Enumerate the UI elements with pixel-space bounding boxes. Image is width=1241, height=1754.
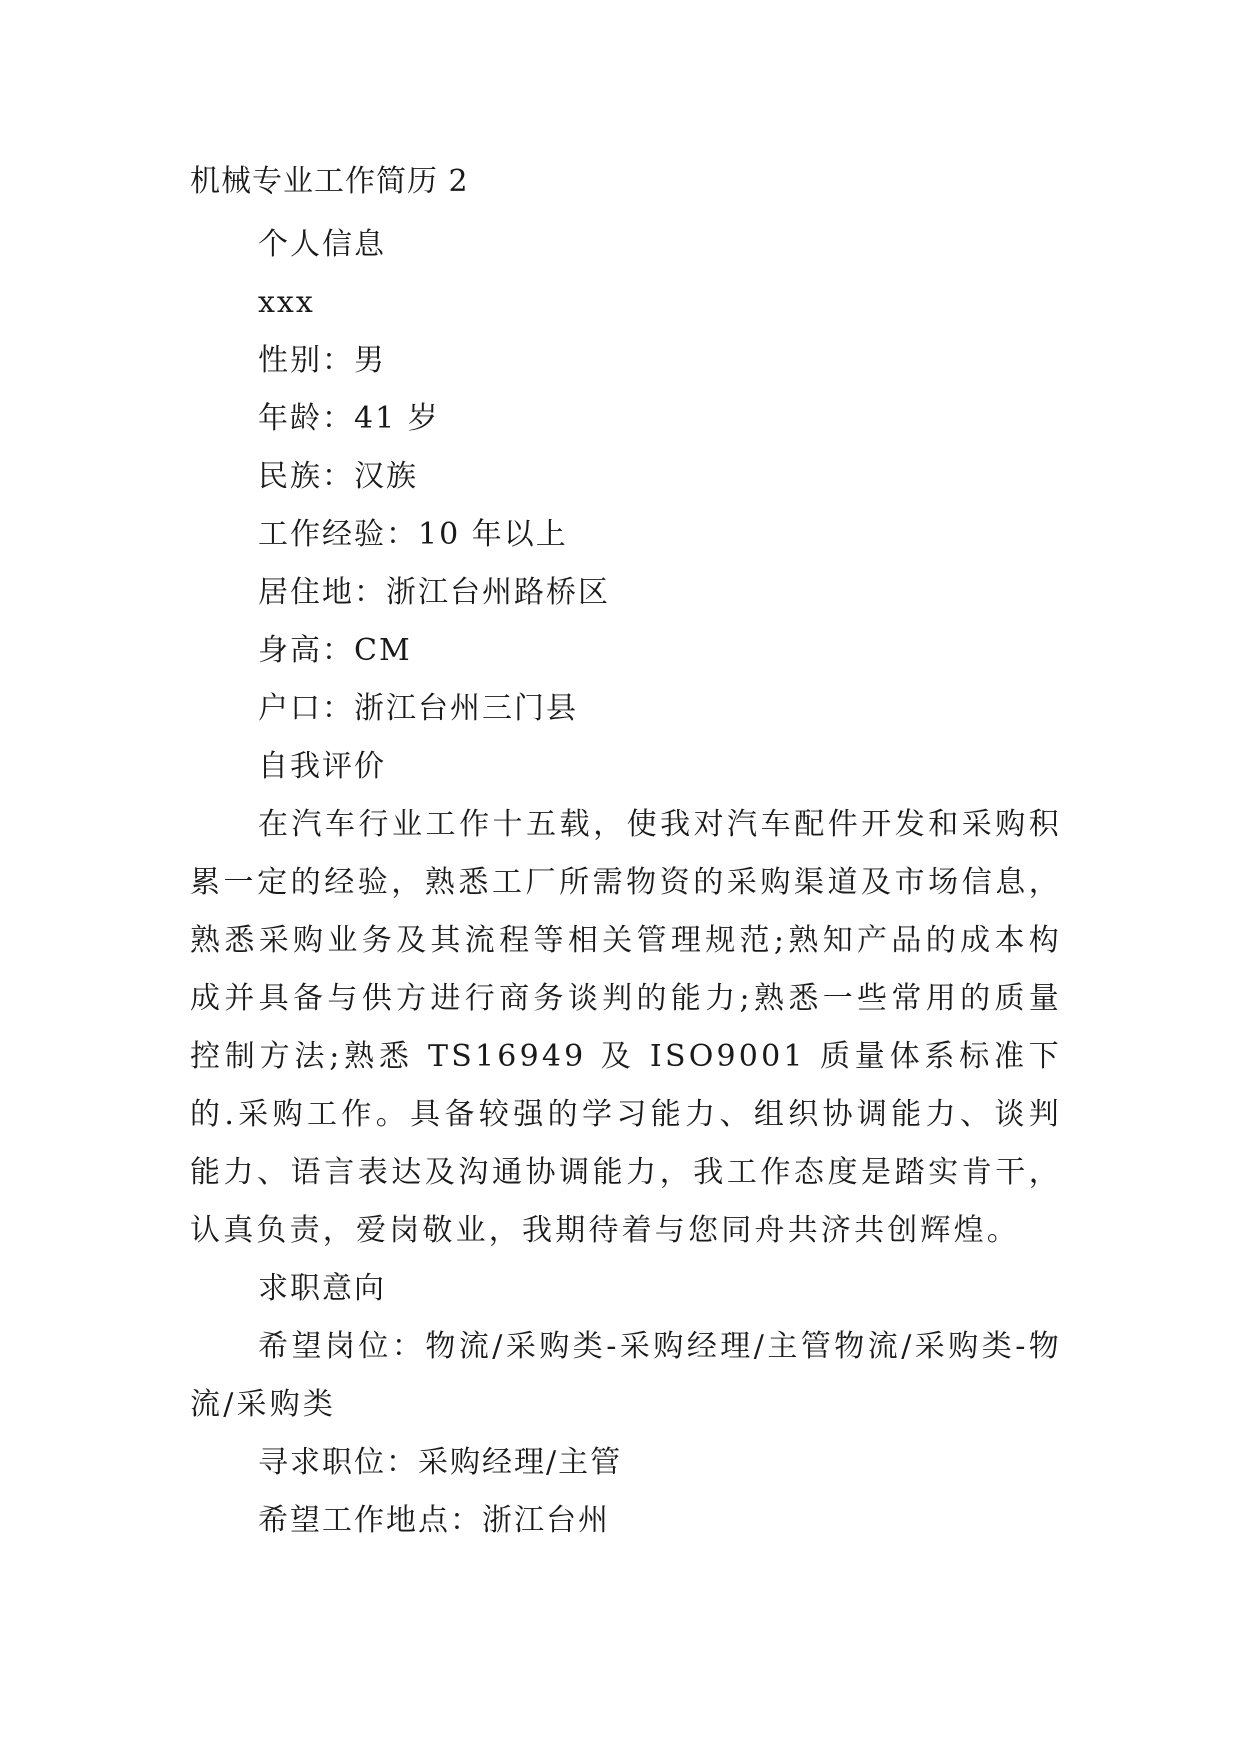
ethnicity-field: 民族：汉族 [258, 459, 418, 494]
self-evaluation-heading: 自我评价 [258, 749, 386, 784]
desired-position-field: 希望岗位：物流/采购类-采购经理/主管物流/采购类-物流/采购类 [190, 1329, 1062, 1422]
name-field: xxx [258, 285, 315, 320]
desired-location-field: 希望工作地点：浙江台州 [258, 1503, 610, 1538]
height-field: 身高：CM [258, 633, 412, 668]
age-field: 年龄：41 岁 [258, 401, 440, 436]
experience-field: 工作经验：10 年以上 [258, 517, 568, 552]
document-title: 机械专业工作简历 2 [190, 164, 469, 199]
hukou-field: 户口：浙江台州三门县 [258, 691, 578, 726]
gender-field: 性别：男 [258, 343, 386, 378]
residence-field: 居住地：浙江台州路桥区 [258, 575, 610, 610]
job-intent-heading: 求职意向 [258, 1271, 386, 1306]
sought-position-field: 寻求职位：采购经理/主管 [258, 1445, 623, 1480]
personal-info-heading: 个人信息 [258, 227, 386, 262]
document-content [190, 216, 1062, 1550]
self-evaluation-text: 在汽车行业工作十五载，使我对汽车配件开发和采购积累一定的经验，熟悉工厂所需物资的采购渠道及市场信息，熟悉采购业务及其流程等相关管理规范;熟知产品的成本构成并具备与供方进行商务谈判的能力;熟悉一些常用的质量控制方法;熟悉 TS16949 及 ISO9001 质量体系标准下的.采购工作。具备较强的学习能力、组织协调能力、谈判能力、语言表达及沟通协调能力，我工作态度是踏实肯干，认真负责，爱岗敬业，我期待着与您同舟共济共创辉煌。 [190, 807, 1062, 1248]
